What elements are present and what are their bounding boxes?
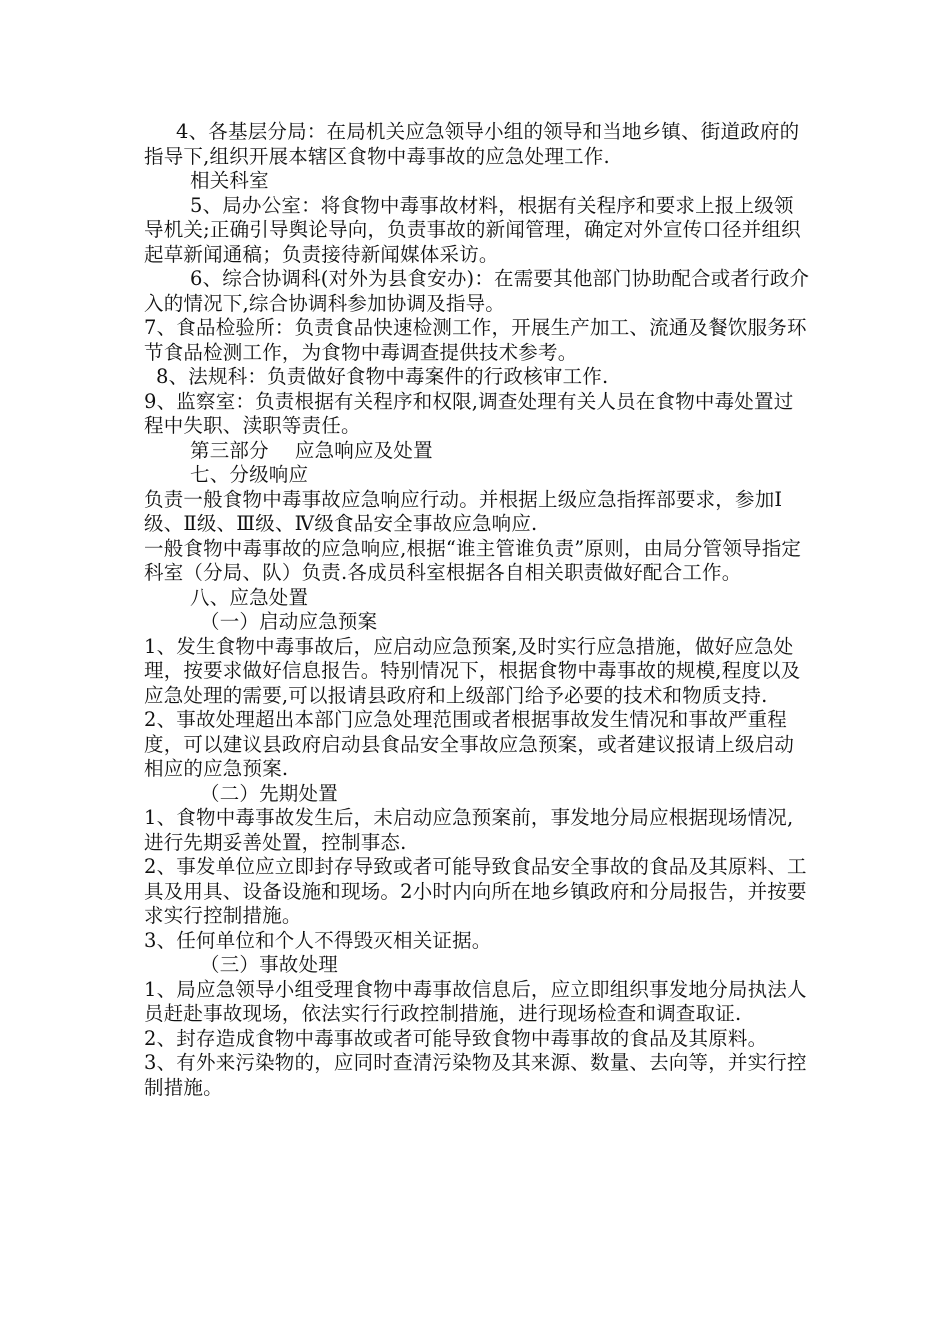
paragraph-incident-handling-2: 2、封存造成食物中毒事故或者可能导致食物中毒事故的食品及其原料。: [144, 1026, 768, 1050]
paragraph-food-inspection: 7、食品检验所：负责食品快速检测工作，开展生产加工、流通及餐饮服务环节食品检测工作，为食物中毒调查提供技术参考。: [144, 316, 807, 364]
subheading-initial-disposal: （二）先期处置: [200, 781, 338, 805]
heading-part-three: 第三部分 应急响应及处置: [190, 438, 433, 462]
paragraph-supervision-office: 9、监察室：负责根据有关程序和权限,调查处理有关人员在食物中毒处置过程中失职、渎职等责任。: [144, 389, 794, 437]
paragraph-incident-handling-1: 1、局应急领导小组受理食物中毒事故信息后，应立即组织事发地分局执法人员赶赴事故现场，依法实行行政控制措施，进行现场检查和调查取证.: [144, 977, 807, 1025]
paragraph-incident-handling-3: 3、有外来污染物的，应同时查清污染物及其来源、数量、去向等，并实行控制措施。: [144, 1051, 807, 1099]
heading-graded-response: 七、分级响应: [190, 463, 309, 486]
paragraph-grassroots-branches: 4、各基层分局：在局机关应急领导小组的领导和当地乡镇、街道政府的指导下,组织开展本辖区食物中毒事故的应急处理工作.: [144, 120, 800, 168]
paragraph-start-plan-1: 1、发生食物中毒事故后，应启动应急预案,及时实行应急措施，做好应急处理，按要求做好信息报告。特别情况下，根据食物中毒事故的规模,程度以及应急处理的需要,可以报请县政府和上级部门给予必要的技术和物质支持.: [144, 634, 801, 707]
paragraph-response-principle: 一般食物中毒事故的应急响应,根据“谁主管谁负责”原则，由局分管领导指定科室（分局、队）负责.各成员科室根据各自相关职责做好配合工作。: [144, 536, 802, 584]
paragraph-initial-disposal-2: 2、事发单位应立即封存导致或者可能导致食品安全事故的食品及其原料、工具及用具、设备设施和现场。2小时内向所在地乡镇政府和分局报告，并按要求实行控制措施。: [144, 855, 807, 927]
paragraph-legal-section: 8、法规科：负责做好食物中毒案件的行政核审工作.: [156, 365, 609, 388]
subheading-start-plan: （一）启动应急预案: [200, 610, 378, 633]
paragraph-start-plan-2: 2、事故处理超出本部门应急处理范围或者根据事故发生情况和事故严重程度，可以建议县政府启动县食品安全事故应急预案，或者建议报请上级启动相应的应急预案.: [144, 708, 795, 780]
paragraph-initial-disposal-1: 1、食物中毒事故发生后，未启动应急预案前，事发地分局应根据现场情况,进行先期妥善处置，控制事态.: [144, 806, 794, 854]
paragraph-response-action: 负责一般食物中毒事故应急响应行动。并根据上级应急指挥部要求，参加Ⅰ级、Ⅱ级、Ⅲ级、Ⅳ级食品安全事故应急响应.: [144, 487, 783, 535]
heading-related-departments: 相关科室: [190, 169, 269, 192]
subheading-incident-handling: （三）事故处理: [200, 953, 338, 976]
paragraph-bureau-office: 5、局办公室：将食物中毒事故材料，根据有关程序和要求上报上级领导机关;正确引导舆论导向，负责事故的新闻管理，确定对外宣传口径并组织起草新闻通稿；负责接待新闻媒体采访。: [144, 193, 801, 266]
heading-emergency-disposal: 八、应急处置: [190, 585, 309, 609]
paragraph-initial-disposal-3: 3、任何单位和个人不得毁灭相关证据。: [144, 928, 492, 952]
paragraph-coordination-section: 6、综合协调科(对外为县食安办)：在需要其他部门协助配合或者行政介入的情况下,综合协调科参加协调及指导。: [144, 267, 810, 315]
document-body: [144, 120, 812, 1100]
